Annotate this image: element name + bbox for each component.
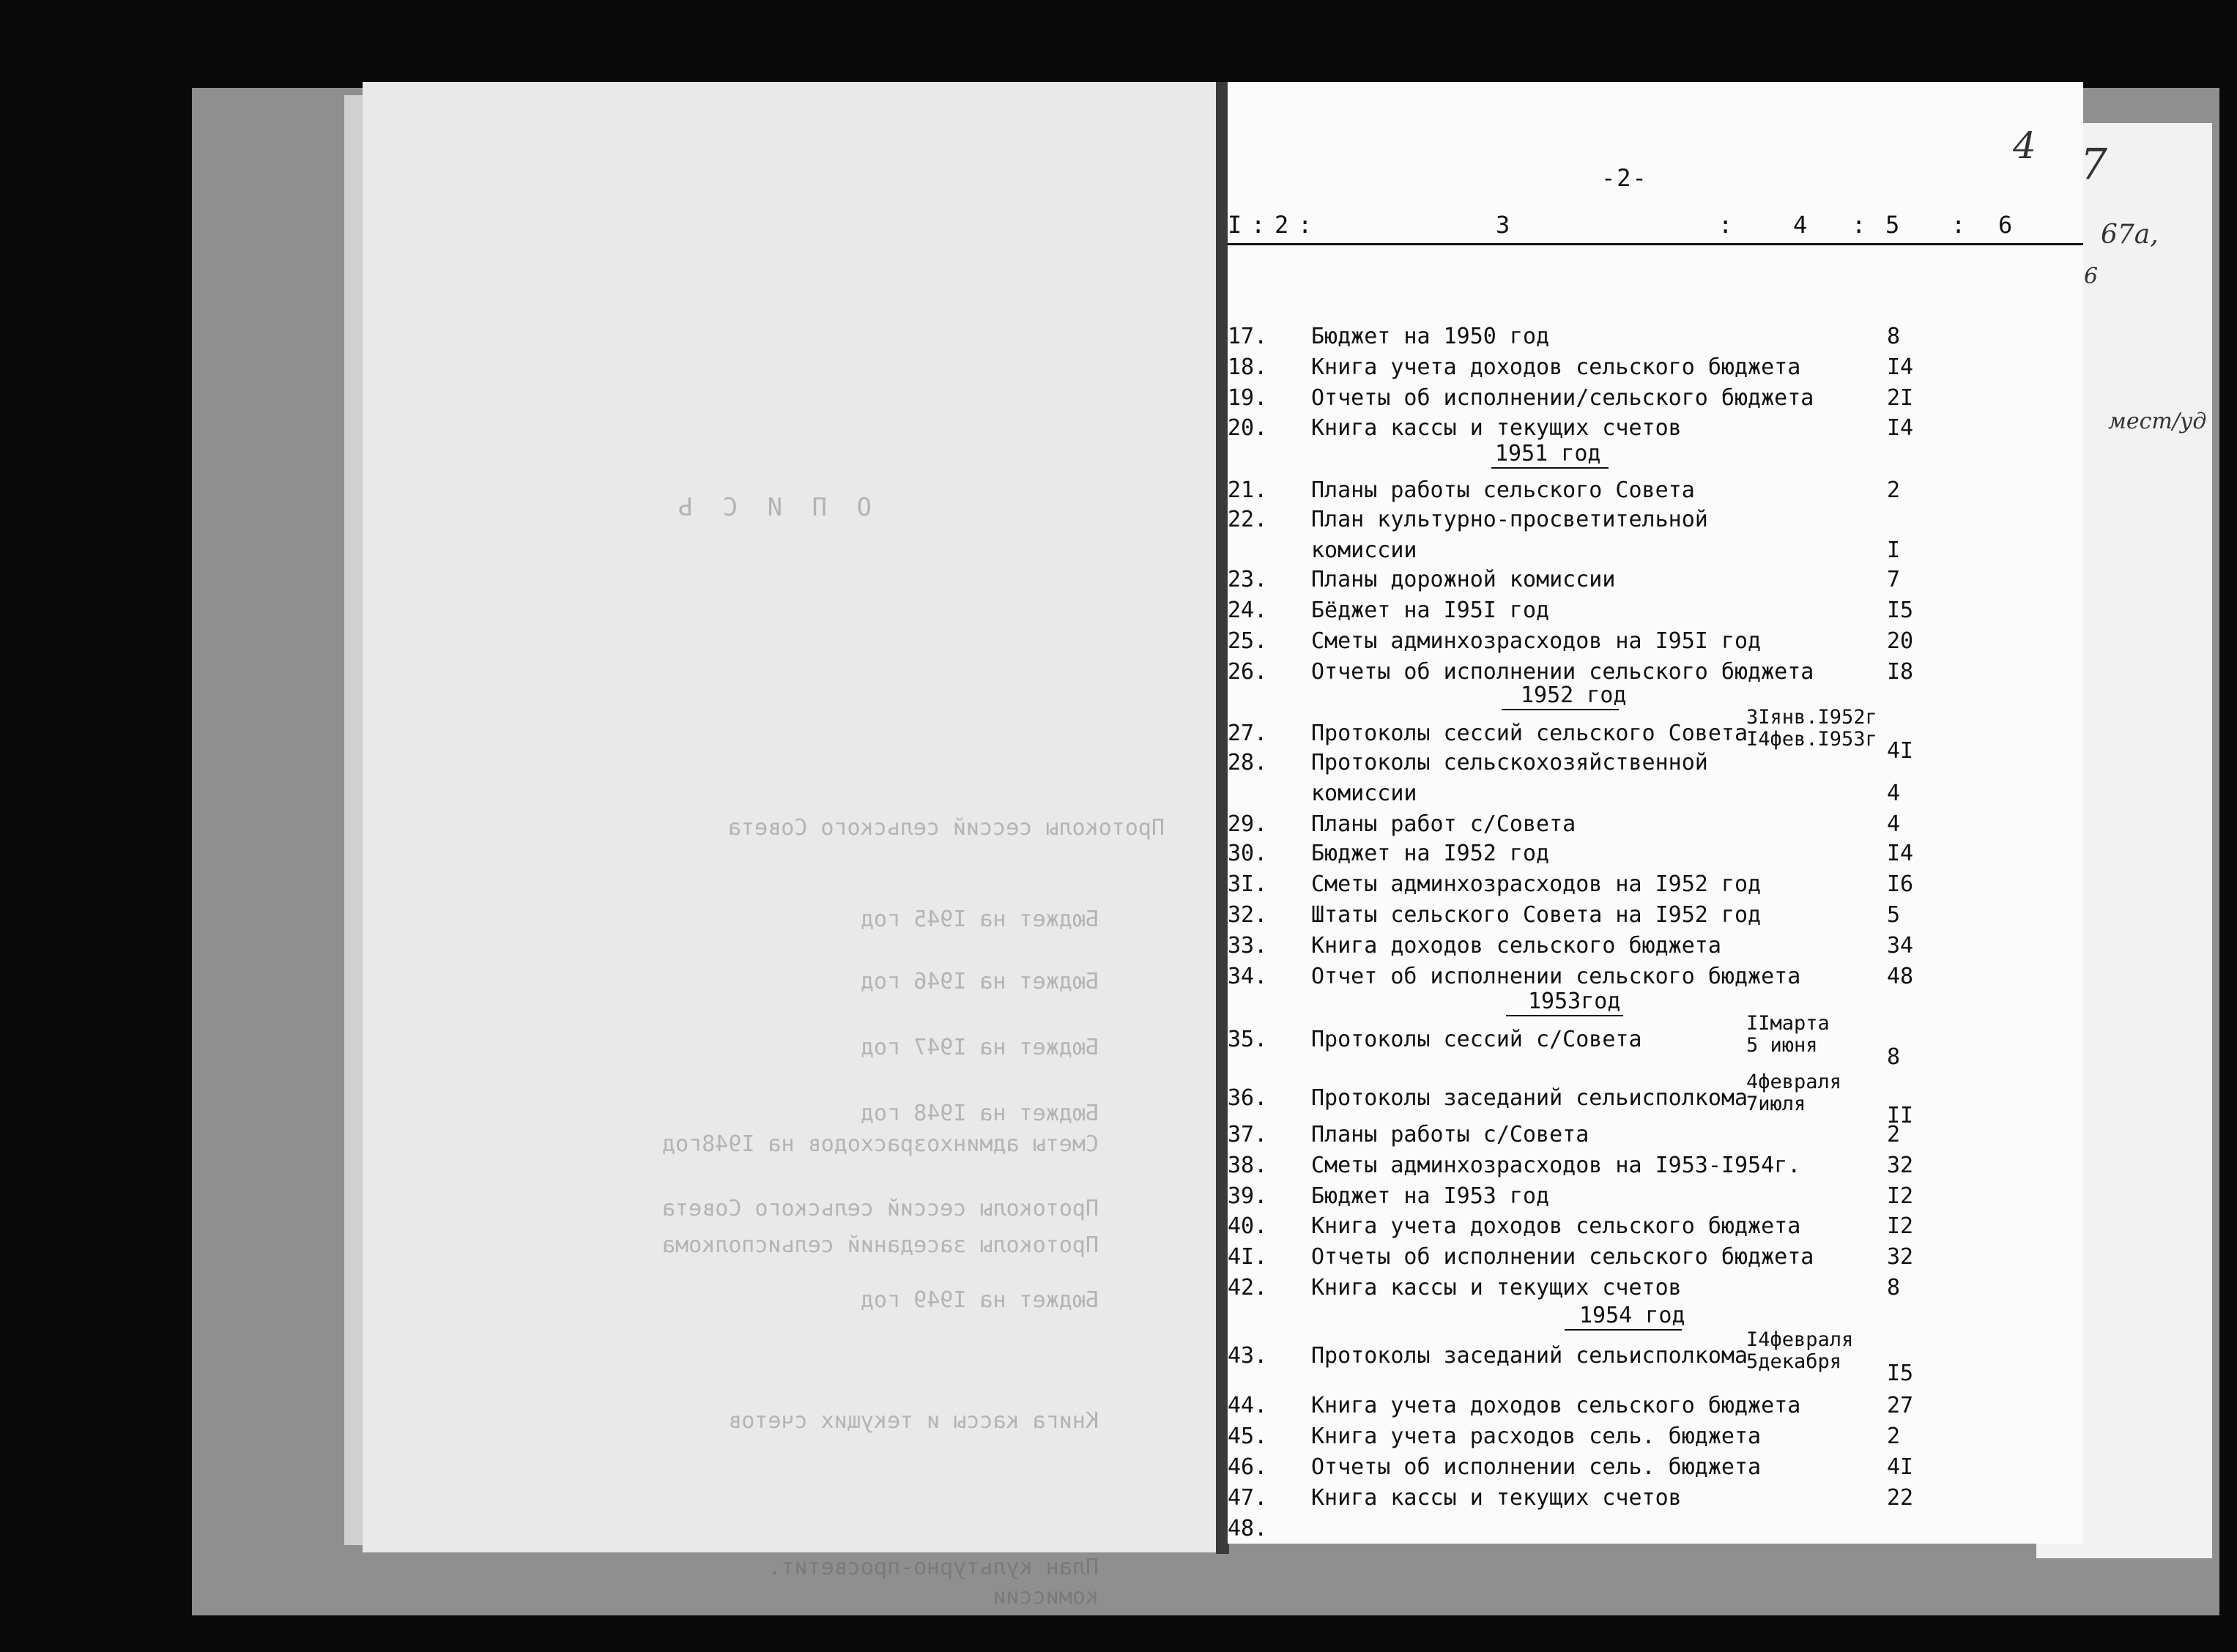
row-title: Книга учета доходов сельского бюджета: [1311, 1213, 1801, 1239]
column-header-sep: :: [1718, 211, 1733, 239]
row-count: 27: [1887, 1393, 1914, 1418]
row-number: 38.: [1228, 1153, 1268, 1178]
row-count: 5: [1887, 902, 1901, 928]
row-title: Сметы админхозрасходов на I953-I954г.: [1311, 1153, 1801, 1178]
row-number: 33.: [1228, 933, 1268, 959]
section-heading: 1953год: [1528, 989, 1621, 1014]
column-header-6: 6: [1998, 211, 2013, 239]
row-number: 28.: [1228, 750, 1268, 775]
row-number: 29.: [1228, 811, 1268, 837]
ghost-line: О П И С Ь: [670, 493, 872, 522]
section-heading: 1954 год: [1579, 1303, 1685, 1328]
row-number: 47.: [1228, 1485, 1268, 1511]
row-dates: 3Iянв.I952г: [1746, 706, 1877, 729]
row-count: 2I: [1887, 385, 1914, 411]
ghost-line: Бюджет на I946 год: [860, 969, 1099, 994]
column-header-1: I: [1228, 211, 1242, 239]
row-count: I5: [1887, 1361, 1914, 1386]
row-number: 24.: [1228, 598, 1268, 623]
row-title: Книга учета доходов сельского бюджета: [1311, 1393, 1801, 1418]
row-count: I: [1887, 537, 1901, 563]
page-number-label: -2-: [1601, 164, 1648, 192]
column-header-5: 5: [1885, 211, 1900, 239]
row-title-continued: комиссии: [1311, 537, 1417, 563]
margin-note: мест/уд: [2108, 409, 2207, 434]
column-header-sep: :: [1852, 211, 1866, 239]
row-number: 34.: [1228, 964, 1268, 989]
row-count: 32: [1887, 1153, 1914, 1178]
row-title: Протоколы сессий с/Совета: [1311, 1027, 1642, 1052]
row-count: I4: [1887, 841, 1914, 866]
row-title: Протоколы заседаний сельисполкома: [1311, 1343, 1748, 1369]
row-number: 32.: [1228, 902, 1268, 928]
row-title: Планы дорожной комиссии: [1311, 567, 1616, 592]
row-count: 2: [1887, 477, 1901, 503]
ghost-line: Протоколы сессий сельского Совета: [661, 1196, 1099, 1221]
row-title: Планы работ с/Совета: [1311, 811, 1576, 837]
ghost-line: План культурно-просветит.: [768, 1555, 1099, 1580]
row-dates-end: I4фев.I953г: [1746, 728, 1877, 751]
row-count: I8: [1887, 659, 1914, 685]
row-title: Отчеты об исполнении сель. бюджета: [1311, 1454, 1762, 1480]
header-rule: [1228, 243, 2083, 245]
row-title: Отчеты об исполнении/сельского бюджета: [1311, 385, 1814, 411]
margin-note: 6: [2084, 264, 2099, 289]
ghost-line: Бюджет на I947 год: [860, 1035, 1099, 1060]
row-count: 4: [1887, 781, 1901, 806]
row-count: I6: [1887, 871, 1914, 897]
row-count: 4: [1887, 811, 1901, 837]
row-title: Бёджет на I95I год: [1311, 598, 1550, 623]
ghost-line: Бюджет на I948 год: [860, 1101, 1099, 1126]
ghost-line: Протоколы заседаний сельисполкома: [661, 1232, 1099, 1258]
row-number: 17.: [1228, 324, 1268, 349]
column-header-2: 2: [1275, 211, 1289, 239]
row-title: Книга кассы и текущих счетов: [1311, 1275, 1682, 1301]
ghost-line: Протоколы сессий сельского Совета: [727, 815, 1165, 841]
column-header-4: 4: [1793, 211, 1808, 239]
row-title: Книга кассы и текущих счетов: [1311, 1485, 1682, 1511]
row-title: Отчет об исполнении сельского бюджета: [1311, 964, 1801, 989]
row-title: Протоколы сессий сельского Совета: [1311, 721, 1748, 746]
row-count: 8: [1887, 1275, 1901, 1301]
row-number: 18.: [1228, 354, 1268, 380]
row-number: 39.: [1228, 1183, 1268, 1209]
row-title: Штаты сельского Совета на I952 год: [1311, 902, 1762, 928]
ghost-line: Бюджет на I945 год: [860, 907, 1099, 932]
row-count: 34: [1887, 933, 1914, 959]
row-number: 25.: [1228, 628, 1268, 654]
margin-note: 7: [2080, 139, 2107, 189]
column-header-sep: :: [1951, 211, 1966, 239]
row-number: 21.: [1228, 477, 1268, 503]
ghost-line: Книга кассы и текущих счетов: [728, 1408, 1099, 1434]
margin-note: 67а,: [2101, 220, 2159, 250]
row-number: 48.: [1228, 1516, 1268, 1541]
row-title: Сметы админхозрасходов на I95I год: [1311, 628, 1762, 654]
row-number: 37.: [1228, 1122, 1268, 1147]
row-number: 27.: [1228, 721, 1268, 746]
row-title: Бюджет на 1950 год: [1311, 324, 1550, 349]
row-dates: IIмарта: [1746, 1012, 1830, 1035]
row-number: 36.: [1228, 1085, 1268, 1111]
row-number: 3I.: [1228, 871, 1268, 897]
section-heading: 1952 год: [1521, 682, 1627, 708]
row-title: Бюджет на I953 год: [1311, 1183, 1550, 1209]
ghost-line: комиссии: [993, 1584, 1099, 1610]
ghost-line: Сметы админхозрасходов на I948год: [661, 1131, 1099, 1157]
row-title: Планы работы с/Совета: [1311, 1122, 1589, 1147]
row-count: I4: [1887, 354, 1914, 380]
row-title: Бюджет на I952 год: [1311, 841, 1550, 866]
row-count: I5: [1887, 598, 1914, 623]
row-count: II: [1887, 1103, 1914, 1128]
row-dates: 4февраля: [1746, 1071, 1842, 1093]
row-title: Планы работы сельского Совета: [1311, 477, 1695, 503]
column-header-3: 3: [1496, 211, 1510, 239]
bleed-through-text: [363, 82, 1223, 1610]
row-number: 45.: [1228, 1424, 1268, 1449]
row-title: Книга учета доходов сельского бюджета: [1311, 354, 1801, 380]
row-count: I2: [1887, 1183, 1914, 1209]
row-count: 2: [1887, 1424, 1901, 1449]
row-dates-end: 7июля: [1746, 1093, 1806, 1115]
row-number: 35.: [1228, 1027, 1268, 1052]
row-count: I2: [1887, 1213, 1914, 1239]
row-count: 22: [1887, 1485, 1914, 1511]
row-count: 8: [1887, 1044, 1901, 1070]
row-count: 4I: [1887, 1454, 1914, 1480]
row-number: 19.: [1228, 385, 1268, 411]
column-header-sep: :: [1298, 211, 1313, 239]
row-dates-end: 5 июня: [1746, 1034, 1818, 1057]
row-title: Книга доходов сельского бюджета: [1311, 933, 1721, 959]
column-header-sep: :: [1251, 211, 1266, 239]
row-title: Протоколы заседаний сельисполкома: [1311, 1085, 1748, 1111]
row-number: 4I.: [1228, 1244, 1268, 1270]
row-dates-end: 5декабря: [1746, 1350, 1842, 1373]
row-number: 44.: [1228, 1393, 1268, 1418]
row-count: 4I: [1887, 738, 1914, 764]
row-title: Книга кассы и текущих счетов: [1311, 415, 1682, 441]
section-underline: [1506, 1015, 1623, 1016]
row-count: 32: [1887, 1244, 1914, 1270]
row-number: 22.: [1228, 507, 1268, 532]
row-number: 30.: [1228, 841, 1268, 866]
left-page: [363, 82, 1223, 1610]
row-title: Отчеты об исполнении сельского бюджета: [1311, 659, 1814, 685]
row-count: 2: [1887, 1122, 1901, 1147]
section-heading: 1951 год: [1495, 441, 1601, 466]
row-dates: I4февраля: [1746, 1328, 1854, 1351]
section-underline: [1502, 709, 1619, 710]
ghost-line: Бюджет на I949 год: [860, 1287, 1099, 1313]
row-title: План культурно-просветительной: [1311, 507, 1708, 532]
section-underline: [1491, 467, 1609, 469]
row-title: Протоколы сельскохозяйственной: [1311, 750, 1708, 775]
row-number: 23.: [1228, 567, 1268, 592]
row-title: Отчеты об исполнении сельского бюджета: [1311, 1244, 1814, 1270]
row-count: I4: [1887, 415, 1914, 441]
row-number: 42.: [1228, 1275, 1268, 1301]
row-count: 8: [1887, 324, 1901, 349]
row-title: Сметы админхозрасходов на I952 год: [1311, 871, 1762, 897]
margin-note: 4: [2013, 124, 2036, 167]
row-title-continued: комиссии: [1311, 781, 1417, 806]
row-count: 7: [1887, 567, 1901, 592]
row-number: 43.: [1228, 1343, 1268, 1369]
row-number: 46.: [1228, 1454, 1268, 1480]
row-count: 20: [1887, 628, 1914, 654]
row-number: 40.: [1228, 1213, 1268, 1239]
row-count: 48: [1887, 964, 1914, 989]
right-page: [1228, 82, 2083, 1544]
row-number: 26.: [1228, 659, 1268, 685]
row-number: 20.: [1228, 415, 1268, 441]
section-underline: [1565, 1329, 1682, 1331]
row-title: Книга учета расходов сель. бюджета: [1311, 1424, 1762, 1449]
